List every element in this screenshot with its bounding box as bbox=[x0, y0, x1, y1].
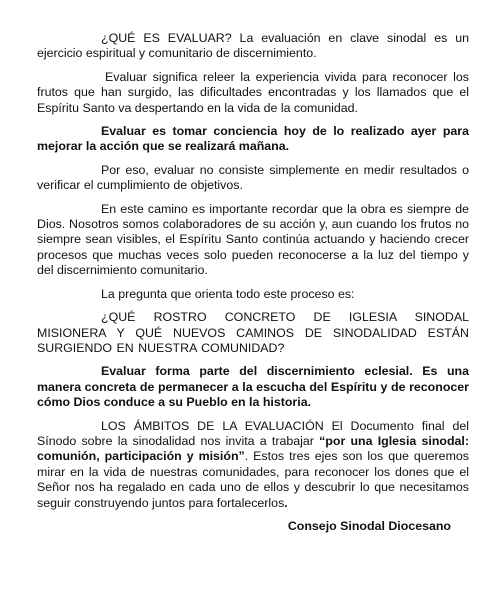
paragraph-not-measuring: Por eso, evaluar no consiste simplemente en medir resultados o verificar el cumplimiento de objetivos. bbox=[37, 162, 469, 193]
paragraph-key-statement bbox=[37, 124, 469, 155]
paragraph-ecclesial-discernment bbox=[37, 364, 469, 410]
evaluation-areas-end-mark: . bbox=[284, 495, 288, 510]
paragraph-guiding-question: ¿QUÉ ROSTRO CONCRETO DE IGLESIA SINODAL MISIONERA Y QUÉ NUEVOS CAMINOS DE SINODALIDAD ESTÁN SURGIENDO EN NUESTRA COMUNIDAD? bbox=[37, 310, 469, 355]
signature: Consejo Sinodal Diocesano bbox=[287, 518, 451, 533]
ecclesial-discernment-bold: Evaluar forma parte del discernimiento eclesial. Es una manera concreta de permanecer a la escucha del Espíritu y de reconocer cómo Dios conduce a su Pueblo en la historia. bbox=[37, 364, 469, 410]
paragraph-evaluation-areas bbox=[37, 419, 469, 511]
document-body bbox=[37, 31, 469, 542]
evaluation-areas-intro: LOS ÁMBITOS DE LA EVALUACIÓN El Documento final del Sínodo sobre la sinodalidad nos invita a trabajar bbox=[37, 418, 469, 448]
evaluation-areas-quote: “por una Iglesia sinodal: comunión, participación y misión” bbox=[37, 433, 469, 464]
paragraph-guiding-question-intro: La pregunta que orienta todo este proceso es: bbox=[101, 286, 355, 301]
paragraph-evaluating-meaning: Evaluar significa releer la experiencia vivida para reconocer los frutos que han surgido, las dificultades encontradas y los llamados que el Espíritu Santo va despertando en la vida de la comunidad. bbox=[37, 69, 469, 115]
key-statement-bold: Evaluar es tomar conciencia hoy de lo realizado ayer para mejorar la acción que se realizará mañana. bbox=[37, 124, 469, 154]
paragraph-work-of-god: En este camino es importante recordar que la obra es siempre de Dios. Nosotros somos colaboradores de su acción y, aun cuando los frutos no siempre sean visibles, el Espíritu Santo continúa actuando y haciendo crecer procesos que muchas veces solo pueden reconocerse a la luz del tiempo y del discernimiento comunitario. bbox=[37, 201, 469, 278]
paragraph-what-is-evaluating: ¿QUÉ ES EVALUAR? La evaluación en clave sinodal es un ejercicio espiritual y comunitario de discernimiento. bbox=[37, 31, 469, 61]
evaluation-areas-rest: . Estos tres ejes son los que queremos mirar en la vida de nuestras comunidades, para reconocer los dones que el Señor nos ha regalado en cada uno de ellos y descubrir lo que necesitamos seguir construyendo juntos para fortalecerlos bbox=[37, 449, 469, 510]
